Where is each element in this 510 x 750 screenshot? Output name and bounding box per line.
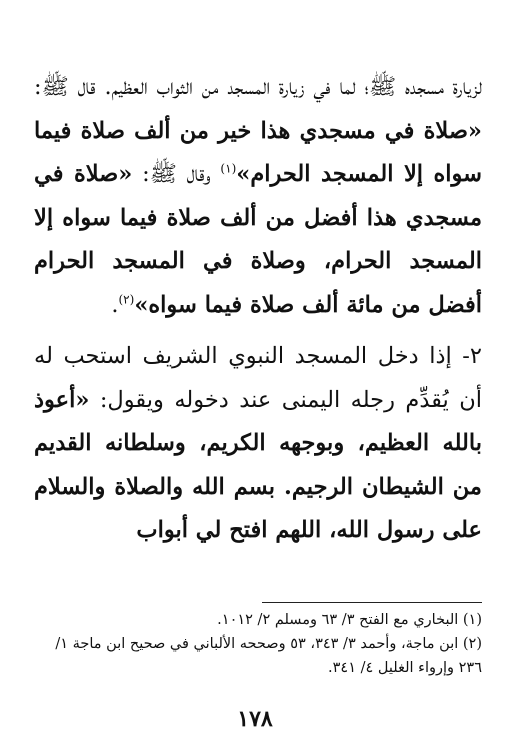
hadith-quote-1: «صلاة في مسجدي هذا خير من ألف صلاة فيما سواه إلا المسجد الحرام» bbox=[34, 117, 482, 187]
end-punctuation: . bbox=[111, 291, 119, 318]
paragraph-1 bbox=[34, 66, 482, 327]
hadith-quote-2: «صلاة في مسجدي هذا أفضل من ألف صلاة فيما سواه إلا المسجد الحرام، وصلاة في المسجد الحرام أفضل من مائة ألف صلاة فيما سواه» bbox=[34, 161, 482, 318]
footnote-2: (٢) ابن ماجة، وأحمد ٣/ ٣٤٣، ٥٣ وصححه الألباني في صحيح ابن ماجة ١/ ٢٣٦ وإرواء الغليل ٤/ ٣٤١. bbox=[55, 636, 482, 676]
footnote-ref-2: (٢) bbox=[118, 292, 135, 306]
page-number: ١٧٨ bbox=[237, 706, 273, 732]
footnote-1: (١) البخاري مع الفتح ٣/ ٦٣ ومسلم ٢/ ١٠١٢. bbox=[217, 612, 482, 628]
connector-text: وقال ﷺ: bbox=[132, 161, 221, 187]
footnotes bbox=[30, 608, 482, 680]
intro-text: لزيارة مسجده ﷺ؛ لما في زيارة المسجد من الثواب العظيم. قال ﷺ: bbox=[34, 74, 482, 100]
paragraph-2 bbox=[34, 335, 482, 553]
entry-dua: «أعوذ بالله العظيم، وبوجهه الكريم، وسلطانه القديم من الشيطان الرجيم. بسم الله والصلاة والسلام على رسول الله، اللهم افتح لي أبواب bbox=[34, 386, 482, 543]
main-text bbox=[34, 66, 482, 553]
footnote-ref-1: (١) bbox=[220, 161, 237, 176]
item-2-intro: ٢- إذا دخل المسجد النبوي الشريف استحب له أن يُقدِّم رجله اليمنى عند دخوله ويقول: bbox=[34, 343, 482, 413]
footnote-divider bbox=[262, 602, 482, 603]
